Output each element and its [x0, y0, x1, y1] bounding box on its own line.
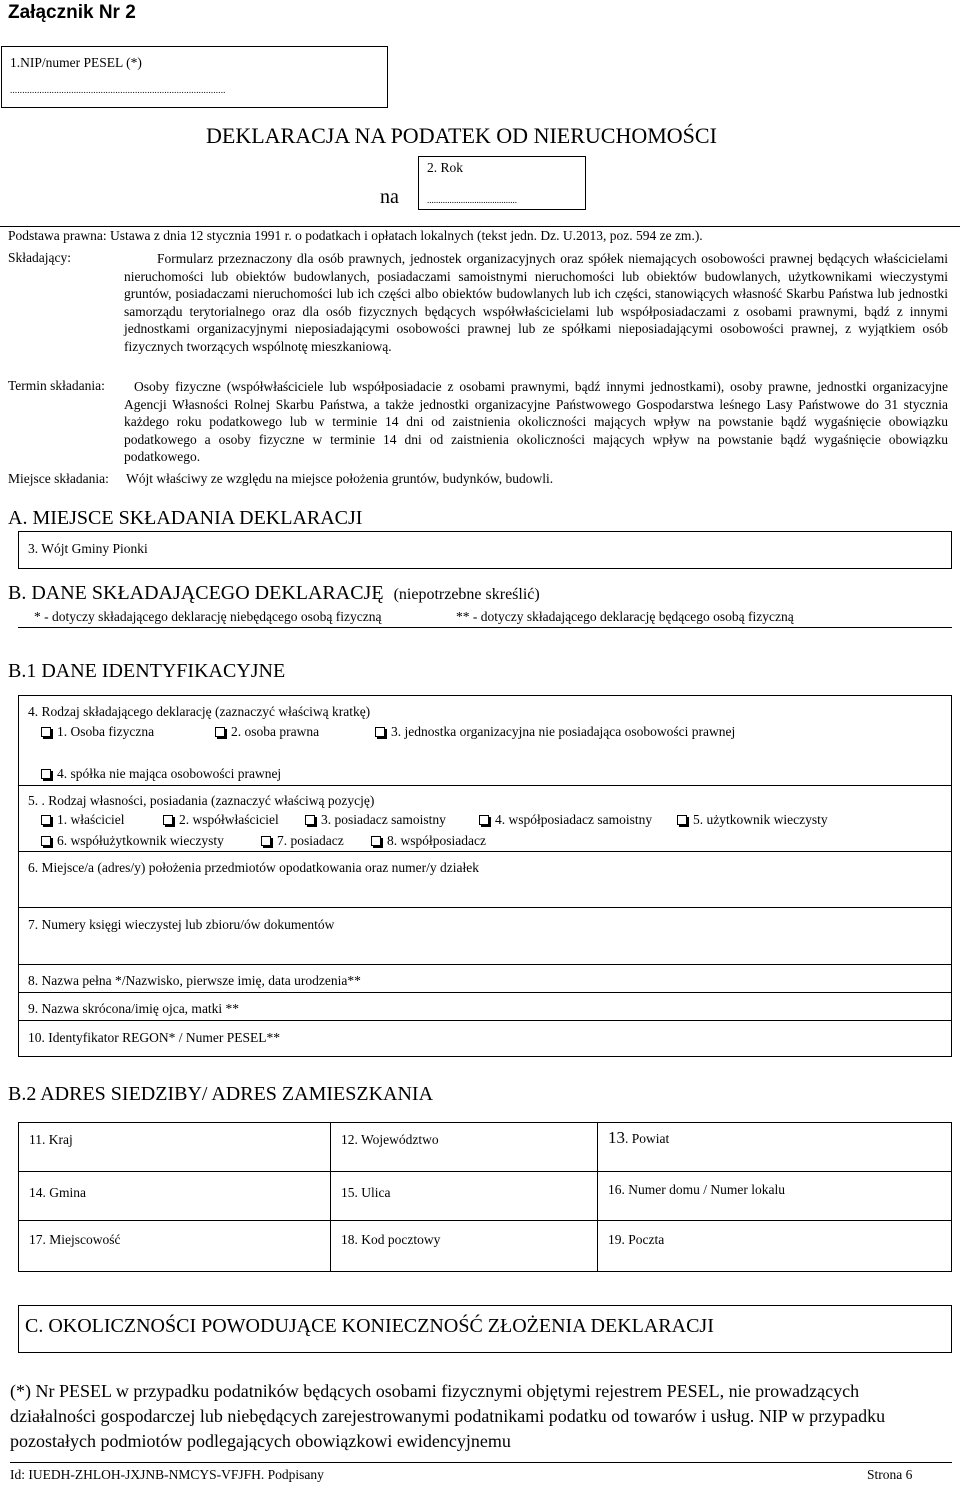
section-a-title: A. MIEJSCE SKŁADANIA DEKLARACJI [8, 507, 363, 529]
note-legal-entity: * - dotyczy składającego deklarację niebędącego osobą fizyczną [34, 609, 382, 624]
deadline-text: Osoby fizyczne (współwłaściciele lub współposiadacie z osobami prawnymi, bądź innymi jednostkami), osoby prawne, jednostki organizacyjne Agencji Własności Rolnej Skarbu Państwa, a także jednostki organizacyjne Państwowego Gospodarstwa leśnego Lasy Państwowe do 31 stycznia każdego roku podatkowego lub w terminie 14 dni od zaistnienia okoliczności mających wpływ na powstanie bądź wygaśnięcie obowiązku podatkowego a osoby fizyczne w terminie 14 dni od zaistnienia okoliczności mających wpływ na powstanie bądź wygaśnięcie obowiązku podatkowego. [124, 379, 948, 464]
field-18-postal-code[interactable]: 18. Kod pocztowy [330, 1220, 598, 1272]
divider-6-7 [19, 907, 951, 908]
field-16-house-number[interactable]: 16. Numer domu / Numer lokalu [597, 1171, 952, 1221]
checkbox-icon[interactable] [41, 815, 51, 825]
option-natural-person[interactable]: 1. Osoba fizyczna [41, 724, 154, 740]
section-c-box [18, 1305, 952, 1353]
field-7-label[interactable]: 7. Numery księgi wieczystej lub zbioru/ów dokumentów [28, 917, 335, 932]
nip-label: 1.NIP/numer PESEL (*) [10, 55, 142, 70]
field-11-country[interactable]: 11. Kraj [18, 1122, 331, 1172]
section-b-note: (niepotrzebne skreślić) [393, 586, 540, 603]
notes-underline [18, 627, 952, 628]
field-9-label[interactable]: 9. Nazwa skrócona/imię ojca, matki ** [28, 1001, 240, 1016]
option-co-holder[interactable]: 8. współposiadacz [371, 833, 486, 849]
divider-7-8 [19, 964, 951, 965]
submitter-label: Składający: [8, 250, 71, 265]
b1-title: B.1 DANE IDENTYFIKACYJNE [8, 660, 286, 682]
note-natural-person: ** - dotyczy składającego deklarację będącego osobą fizyczną [456, 609, 794, 624]
section-b-title: B. DANE SKŁADAJĄCEGO DEKLARACJĘ [8, 582, 384, 604]
option-org-unit[interactable]: 3. jednostka organizacyjna nie posiadająca osobowości prawnej [375, 724, 735, 740]
checkbox-icon[interactable] [305, 815, 315, 825]
checkbox-icon[interactable] [677, 815, 687, 825]
footnote: (*) Nr PESEL w przypadku podatników będących osobami fizycznymi objętymi rejestrem PESEL, nie prowadzących działalności gospodarczej lub niebędących zarejestrowanymi podatnikami podatku od towarów i usług. NIP w przypadku pozostałych podmiotów podlegających obowiązkowi ewidencyjnemu [10, 1381, 886, 1451]
option-legal-entity[interactable]: 2. osoba prawna [215, 724, 319, 740]
footer-id: Id: IUEDH-ZHLOH-JXJNB-NMCYS-VFJFH. Podpisany [10, 1467, 324, 1482]
field-13-district[interactable]: 13. Powiat [597, 1122, 952, 1172]
field-3-label: 3. Wójt Gminy Pionki [28, 541, 148, 556]
place-text: Wójt właściwy ze względu na miejsce położenia gruntów, budynków, budowli. [126, 471, 554, 486]
section-b-title-row [8, 582, 540, 605]
na-label: na [380, 186, 399, 208]
field-4-label: 4. Rodzaj składającego deklarację (zaznaczyć właściwą kratkę) [28, 704, 371, 719]
checkbox-icon[interactable] [375, 727, 385, 737]
year-field[interactable] [418, 156, 586, 210]
legal-basis: Podstawa prawna: Ustawa z dnia 12 stycznia 1991 r. o podatkach i opłatach lokalnych (tekst jedn. Dz. U.2013, poz. 594 ze zm.). [8, 228, 703, 243]
field-17-city[interactable]: 17. Miejscowość [18, 1220, 331, 1272]
nip-field[interactable] [1, 46, 388, 108]
place-label: Miejsce składania: [8, 471, 109, 486]
nip-dots: ........................................................................................ [10, 85, 226, 95]
checkbox-icon[interactable] [163, 815, 173, 825]
checkbox-icon[interactable] [215, 727, 225, 737]
b2-title: B.2 ADRES SIEDZIBY/ ADRES ZAMIESZKANIA [8, 1083, 434, 1105]
footer-page: Strona 6 [867, 1467, 913, 1482]
declaration-title: DEKLARACJA NA PODATEK OD NIERUCHOMOŚCI [206, 123, 717, 148]
option-company[interactable]: 4. spółka nie mająca osobowości prawnej [41, 766, 281, 782]
footer-rule [10, 1462, 952, 1463]
checkbox-icon[interactable] [41, 727, 51, 737]
attachment-title: Załącznik Nr 2 [8, 2, 136, 23]
divider-4-5 [19, 785, 951, 786]
year-dots: ........................................ [427, 195, 517, 205]
option-independent-holder[interactable]: 3. posiadacz samoistny [305, 812, 446, 828]
identification-box [18, 695, 952, 1057]
field-10-label[interactable]: 10. Identyfikator REGON* / Numer PESEL** [28, 1030, 280, 1045]
option-owner[interactable]: 1. właściciel [41, 812, 124, 828]
deadline-label: Termin składania: [8, 378, 105, 393]
option-perpetual-co-user[interactable]: 6. współużytkownik wieczysty [41, 833, 224, 849]
divider-9-10 [19, 1020, 951, 1021]
field-8-label[interactable]: 8. Nazwa pełna */Nazwisko, pierwsze imię, data urodzenia** [28, 973, 361, 988]
field-19-post-office[interactable]: 19. Poczta [597, 1220, 952, 1272]
field-6-label[interactable]: 6. Miejsce/a (adres/y) położenia przedmiotów opodatkowania oraz numer/y działek [28, 860, 479, 875]
divider-5-6 [19, 851, 951, 852]
section-c-title: C. OKOLICZNOŚCI POWODUJĄCE KONIECZNOŚĆ ZŁOŻENIA DEKLARACJI [25, 1315, 714, 1337]
checkbox-icon[interactable] [41, 836, 51, 846]
field-12-voivodeship[interactable]: 12. Województwo [330, 1122, 598, 1172]
checkbox-icon[interactable] [371, 836, 381, 846]
checkbox-icon[interactable] [41, 769, 51, 779]
option-independent-co-holder[interactable]: 4. współposiadacz samoistny [479, 812, 652, 828]
checkbox-icon[interactable] [479, 815, 489, 825]
field-5-label: 5. . Rodzaj własności, posiadania (zaznaczyć właściwą pozycję) [28, 793, 375, 808]
field-14-municipality[interactable]: 14. Gmina [18, 1171, 331, 1221]
field-15-street[interactable]: 15. Ulica [330, 1171, 598, 1221]
year-label: 2. Rok [427, 160, 464, 175]
field-3-box[interactable] [18, 531, 952, 569]
submitter-text: Formularz przeznaczony dla osób prawnych, jednostek organizacyjnych oraz spółek niemających osobowości prawnej będących właścicielami nieruchomości lub obiektów budowlanych, posiadaczami samoistnymi nieruchomości lub obiektów budowlanych, użytkownikami wieczystymi gruntów, posiadaczami nieruchomości lub ich części albo obiektów budowlanych lub ich części, stanowiących własność Skarbu Państwa lub jednostki samorządu terytorialnego oraz dla osób fizycznych będących współwłaścicielami lub współposiadaczami z osobami prawnymi, bądź z innymi jednostkami organizacyjnymi nieposiadającymi osobowości prawnej lub ze spółkami nieposiadającymi osobowości prawnej, z wyjątkiem osób fizycznych tworzących wspólnotę mieszkaniową. [124, 251, 948, 354]
divider-8-9 [19, 992, 951, 993]
checkbox-icon[interactable] [261, 836, 271, 846]
top-rule [0, 226, 960, 227]
option-co-owner[interactable]: 2. współwłaściciel [163, 812, 279, 828]
option-holder[interactable]: 7. posiadacz [261, 833, 344, 849]
option-perpetual-user[interactable]: 5. użytkownik wieczysty [677, 812, 828, 828]
